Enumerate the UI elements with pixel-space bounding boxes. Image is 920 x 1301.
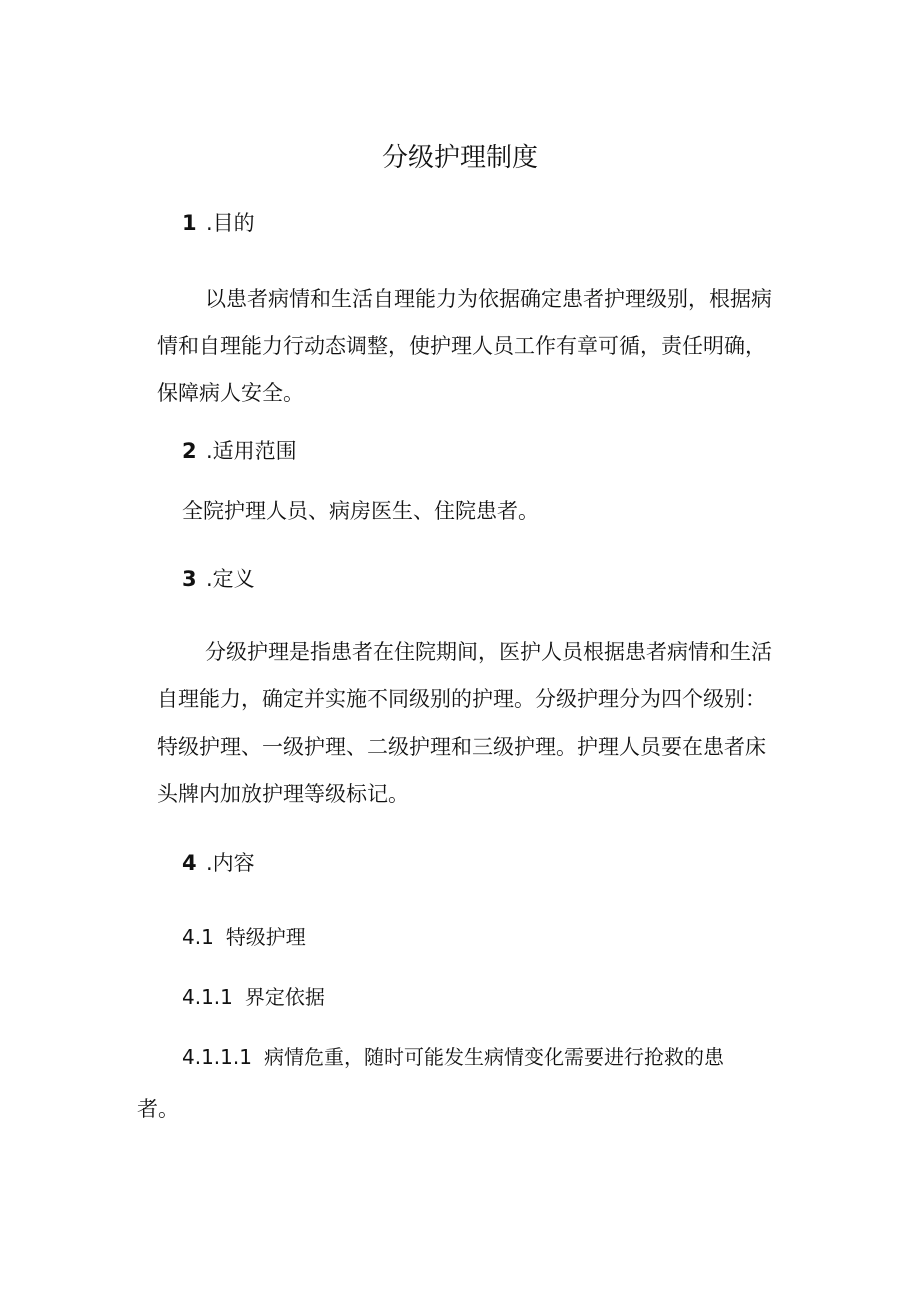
- paragraph-line: 头牌内加放护理等级标记。: [157, 782, 409, 806]
- subsection-number: 4.1: [182, 925, 214, 949]
- paragraph-line: 情和自理能力行动态调整，使护理人员工作有章可循，责任明确，: [157, 334, 766, 358]
- section-number: 3: [182, 567, 197, 591]
- clause-number: 4.1.1.1: [182, 1045, 252, 1069]
- clause-4-1-1-1: [182, 1042, 724, 1072]
- paragraph-line: 者。: [137, 1097, 179, 1121]
- subsection-title: 特级护理: [225, 925, 306, 949]
- paragraph-line: 分级护理是指患者在住院期间，医护人员根据患者病情和生活: [205, 640, 772, 664]
- paragraph-line: 特级护理、一级护理、二级护理和三级护理。护理人员要在患者床: [157, 735, 766, 759]
- subsection-number: 4.1.1: [182, 985, 233, 1009]
- section-title: .目的: [206, 211, 255, 235]
- paragraph-line: 保障病人安全。: [157, 381, 304, 405]
- section-title: .适用范围: [206, 439, 297, 463]
- section-number: 4: [182, 851, 197, 875]
- clause-text: 病情危重，随时可能发生病情变化需要进行抢救的患: [263, 1045, 724, 1069]
- section-title: .内容: [206, 851, 255, 875]
- paragraph-line: 自理能力，确定并实施不同级别的护理。分级护理分为四个级别：: [157, 687, 766, 711]
- section-number: 2: [182, 439, 197, 463]
- paragraph-line: 以患者病情和生活自理能力为依据确定患者护理级别，根据病: [205, 287, 772, 311]
- section-number: 1: [182, 211, 197, 235]
- paragraph-line: 全院护理人员、病房医生、住院患者。: [182, 499, 539, 523]
- subsection-4-1-1: [182, 982, 325, 1012]
- subsection-title: 界定依据: [244, 985, 325, 1009]
- section-title: .定义: [206, 567, 255, 591]
- section-heading-2: [182, 436, 297, 466]
- section-heading-3: [182, 564, 255, 594]
- section-heading-4: [182, 848, 255, 878]
- section-heading-1: [182, 208, 255, 238]
- page-title: 分级护理制度: [381, 143, 538, 173]
- subsection-4-1: [182, 922, 306, 952]
